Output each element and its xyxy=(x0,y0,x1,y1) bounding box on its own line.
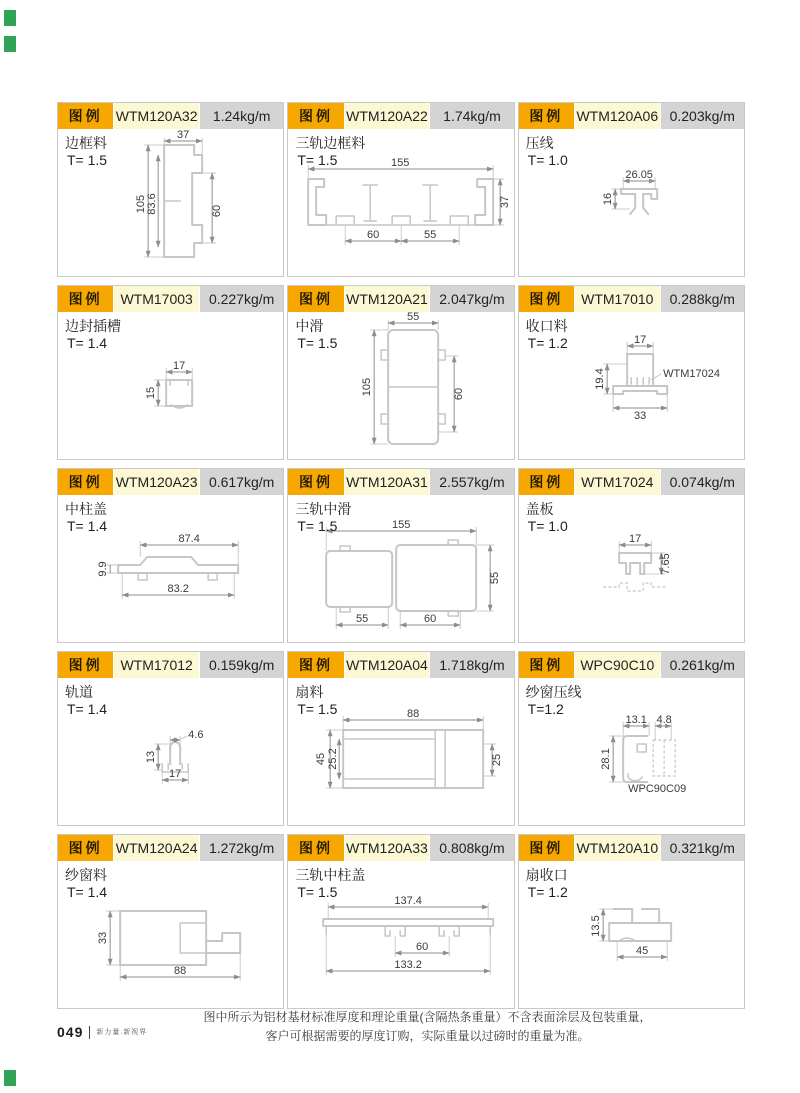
weight-value: 0.261kg/m xyxy=(661,652,744,678)
weight-value: 1.24kg/m xyxy=(200,103,283,129)
weight-value: 0.227kg/m xyxy=(200,286,283,312)
footer-note-line2: 客户可根据需要的厚度订购，实际重量以过磅时的重量为准。 xyxy=(265,1029,590,1044)
dim-label: 33 xyxy=(633,410,646,422)
legend-chip: 图例 xyxy=(519,469,575,495)
card-header xyxy=(519,469,744,495)
thickness-value: T= 1.4 xyxy=(67,884,108,900)
weight-value: 0.203kg/m xyxy=(661,103,744,129)
dim-label: 25.2 xyxy=(327,748,340,770)
profile-card xyxy=(287,651,514,826)
card-body xyxy=(519,312,744,459)
dim-label: 55 xyxy=(407,312,420,323)
thickness-value: T= 1.0 xyxy=(527,518,568,534)
dim-label: 17 xyxy=(628,533,641,545)
thickness-value: T= 1.0 xyxy=(527,152,568,168)
card-header xyxy=(519,652,744,678)
thickness-value: T= 1.2 xyxy=(527,884,568,900)
page-tagline: 新力量.新视界 xyxy=(96,1029,148,1036)
dim-label: 13.5 xyxy=(589,915,602,937)
weight-value: 1.272kg/m xyxy=(200,835,283,861)
model-code: WTM120A31 xyxy=(345,469,431,495)
model-code: WTM120A22 xyxy=(345,103,431,129)
card-header xyxy=(288,469,513,495)
profile-card xyxy=(518,102,745,277)
thickness-value: T= 1.5 xyxy=(297,701,338,717)
profile-card xyxy=(518,285,745,460)
model-code: WTM17003 xyxy=(114,286,200,312)
dim-label: 105 xyxy=(361,377,374,397)
profile-name: 盖板 xyxy=(525,501,554,517)
dim-label: 17 xyxy=(173,360,186,372)
dim-label: 55 xyxy=(489,571,502,585)
dim-label: 87.4 xyxy=(178,533,200,545)
weight-value: 0.159kg/m xyxy=(200,652,283,678)
thickness-value: T= 1.5 xyxy=(67,152,108,168)
card-body xyxy=(519,678,744,825)
profile-card xyxy=(57,285,284,460)
dim-label: 19.4 xyxy=(593,368,606,390)
green-print-marker-icon xyxy=(4,36,16,52)
legend-chip: 图例 xyxy=(519,103,575,129)
profile-card xyxy=(57,102,284,277)
legend-chip: 图例 xyxy=(58,286,114,312)
dim-label: 60 xyxy=(453,387,466,401)
card-body xyxy=(58,678,283,825)
legend-chip: 图例 xyxy=(288,652,344,678)
model-code: WTM17024 xyxy=(575,469,661,495)
profile-name: 扇料 xyxy=(295,684,324,700)
dim-label: 83.6 xyxy=(146,193,159,215)
dim-label: 28.1 xyxy=(599,748,612,770)
dim-label: 55 xyxy=(424,229,437,241)
footer-note xyxy=(55,1008,800,1046)
profile-name: 纱窗料 xyxy=(65,867,107,883)
card-body xyxy=(58,861,283,1008)
footer-note-line1: 图中所示为铝材基材标准厚度和理论重量(含隔热条重量）不含表面涂层及包装重量， xyxy=(203,1010,652,1024)
annotation-label: WPC90C09 xyxy=(627,783,686,795)
legend-chip: 图例 xyxy=(288,103,344,129)
weight-value: 2.557kg/m xyxy=(430,469,513,495)
profile-name: 中滑 xyxy=(295,318,324,334)
card-header xyxy=(288,286,513,312)
dim-label: 133.2 xyxy=(394,959,423,971)
legend-chip: 图例 xyxy=(58,469,114,495)
model-code: WTM120A04 xyxy=(345,652,431,678)
weight-value: 2.047kg/m xyxy=(430,286,513,312)
dim-label: 60 xyxy=(367,229,380,241)
profile-card xyxy=(287,834,514,1009)
thickness-value: T= 1.4 xyxy=(67,518,108,534)
card-body xyxy=(58,495,283,642)
model-code: WPC90C10 xyxy=(575,652,661,678)
dim-label: 7.65 xyxy=(659,553,672,575)
model-code: WTM120A33 xyxy=(345,835,431,861)
card-header xyxy=(58,103,283,129)
thickness-value: T= 1.5 xyxy=(297,518,338,534)
legend-chip: 图例 xyxy=(58,835,114,861)
dim-label: 45 xyxy=(635,945,648,957)
page-footer xyxy=(57,1024,147,1040)
dim-label: 83.2 xyxy=(167,583,189,595)
legend-chip: 图例 xyxy=(58,652,114,678)
profile-card xyxy=(287,468,514,643)
dim-label: 155 xyxy=(392,519,411,531)
green-print-marker-icon xyxy=(4,1070,16,1086)
green-print-marker-icon xyxy=(4,10,16,26)
legend-chip: 图例 xyxy=(58,103,114,129)
profile-name: 扇收口 xyxy=(525,867,568,883)
legend-chip: 图例 xyxy=(288,835,344,861)
thickness-value: T= 1.4 xyxy=(67,335,108,351)
dim-label: 4.8 xyxy=(656,714,672,726)
weight-value: 1.74kg/m xyxy=(430,103,513,129)
dim-label: 60 xyxy=(211,204,224,218)
model-code: WTM120A21 xyxy=(345,286,431,312)
card-header xyxy=(288,835,513,861)
model-code: WTM17012 xyxy=(114,652,200,678)
profile-card xyxy=(287,285,514,460)
card-body xyxy=(288,129,513,276)
card-body xyxy=(288,678,513,825)
profile-card xyxy=(518,651,745,826)
profile-name: 中柱盖 xyxy=(65,501,107,517)
profile-name: 三轨边框料 xyxy=(295,135,366,151)
profile-card xyxy=(287,102,514,277)
legend-chip: 图例 xyxy=(519,652,575,678)
model-code: WTM120A06 xyxy=(575,103,661,129)
card-header xyxy=(519,103,744,129)
weight-value: 0.288kg/m xyxy=(661,286,744,312)
page-number: 049 xyxy=(57,1024,84,1040)
thickness-value: T= 1.4 xyxy=(67,701,108,717)
dim-label: 55 xyxy=(356,613,369,625)
card-header xyxy=(58,469,283,495)
profile-name: 边封插槽 xyxy=(65,318,121,334)
model-code: WTM120A10 xyxy=(575,835,661,861)
weight-value: 0.321kg/m xyxy=(661,835,744,861)
profile-card xyxy=(518,468,745,643)
thickness-value: T= 1.5 xyxy=(297,884,338,900)
card-body xyxy=(288,861,513,1008)
card-header xyxy=(519,286,744,312)
legend-chip: 图例 xyxy=(288,286,344,312)
thickness-value: T=1.2 xyxy=(527,701,564,717)
dim-label: 26.05 xyxy=(625,169,653,181)
thickness-value: T= 1.5 xyxy=(297,335,338,351)
dim-label: 16 xyxy=(601,192,614,206)
dim-label: 105 xyxy=(135,194,148,214)
card-body xyxy=(519,129,744,276)
profile-name: 收口料 xyxy=(525,318,568,334)
dim-label: 60 xyxy=(424,613,437,625)
profile-card xyxy=(57,834,284,1009)
profile-grid xyxy=(57,102,745,1009)
card-header xyxy=(58,835,283,861)
dim-label: 37 xyxy=(499,195,512,209)
weight-value: 0.074kg/m xyxy=(661,469,744,495)
profile-name: 压线 xyxy=(525,135,554,151)
dim-label: 88 xyxy=(174,965,187,977)
profile-name: 三轨中柱盖 xyxy=(295,867,366,883)
dim-label: 37 xyxy=(177,129,190,141)
weight-value: 0.617kg/m xyxy=(200,469,283,495)
card-body xyxy=(519,861,744,1008)
profile-name: 三轨中滑 xyxy=(295,501,352,517)
dim-label: 33 xyxy=(97,931,110,945)
model-code: WTM120A23 xyxy=(114,469,200,495)
legend-chip: 图例 xyxy=(519,286,575,312)
card-body xyxy=(288,495,513,642)
dim-label: 9.9 xyxy=(97,561,110,577)
dim-label: 60 xyxy=(416,941,429,953)
legend-chip: 图例 xyxy=(519,835,575,861)
model-code: WTM120A24 xyxy=(114,835,200,861)
card-body xyxy=(288,312,513,459)
dim-label: 88 xyxy=(407,708,420,720)
model-code: WTM17010 xyxy=(575,286,661,312)
card-header xyxy=(519,835,744,861)
card-header xyxy=(58,652,283,678)
dim-label: 45 xyxy=(315,752,328,766)
thickness-value: T= 1.5 xyxy=(297,152,338,168)
dim-label: 4.6 xyxy=(188,729,204,741)
annotation-label: WTM17024 xyxy=(662,368,720,380)
profile-card xyxy=(57,468,284,643)
dim-label: 13.1 xyxy=(625,714,647,726)
profile-card xyxy=(57,651,284,826)
dim-label: 25 xyxy=(491,753,504,767)
dim-label: 137.4 xyxy=(394,895,423,907)
profile-name: 边框料 xyxy=(65,135,107,151)
weight-value: 1.718kg/m xyxy=(430,652,513,678)
card-body xyxy=(58,312,283,459)
profile-name: 纱窗压线 xyxy=(525,684,582,700)
dim-label: 17 xyxy=(633,334,646,346)
card-header xyxy=(288,652,513,678)
dim-label: 155 xyxy=(391,157,410,169)
profile-name: 轨道 xyxy=(65,684,93,700)
dim-label: 13 xyxy=(145,750,158,764)
weight-value: 0.808kg/m xyxy=(430,835,513,861)
model-code: WTM120A32 xyxy=(114,103,200,129)
thickness-value: T= 1.2 xyxy=(527,335,568,351)
card-header xyxy=(288,103,513,129)
footer-divider xyxy=(89,1026,90,1039)
legend-chip: 图例 xyxy=(288,469,344,495)
card-body xyxy=(519,495,744,642)
profile-card xyxy=(518,834,745,1009)
dim-label: 15 xyxy=(145,386,158,400)
dim-label: 17 xyxy=(169,768,182,780)
card-header xyxy=(58,286,283,312)
card-body xyxy=(58,129,283,276)
